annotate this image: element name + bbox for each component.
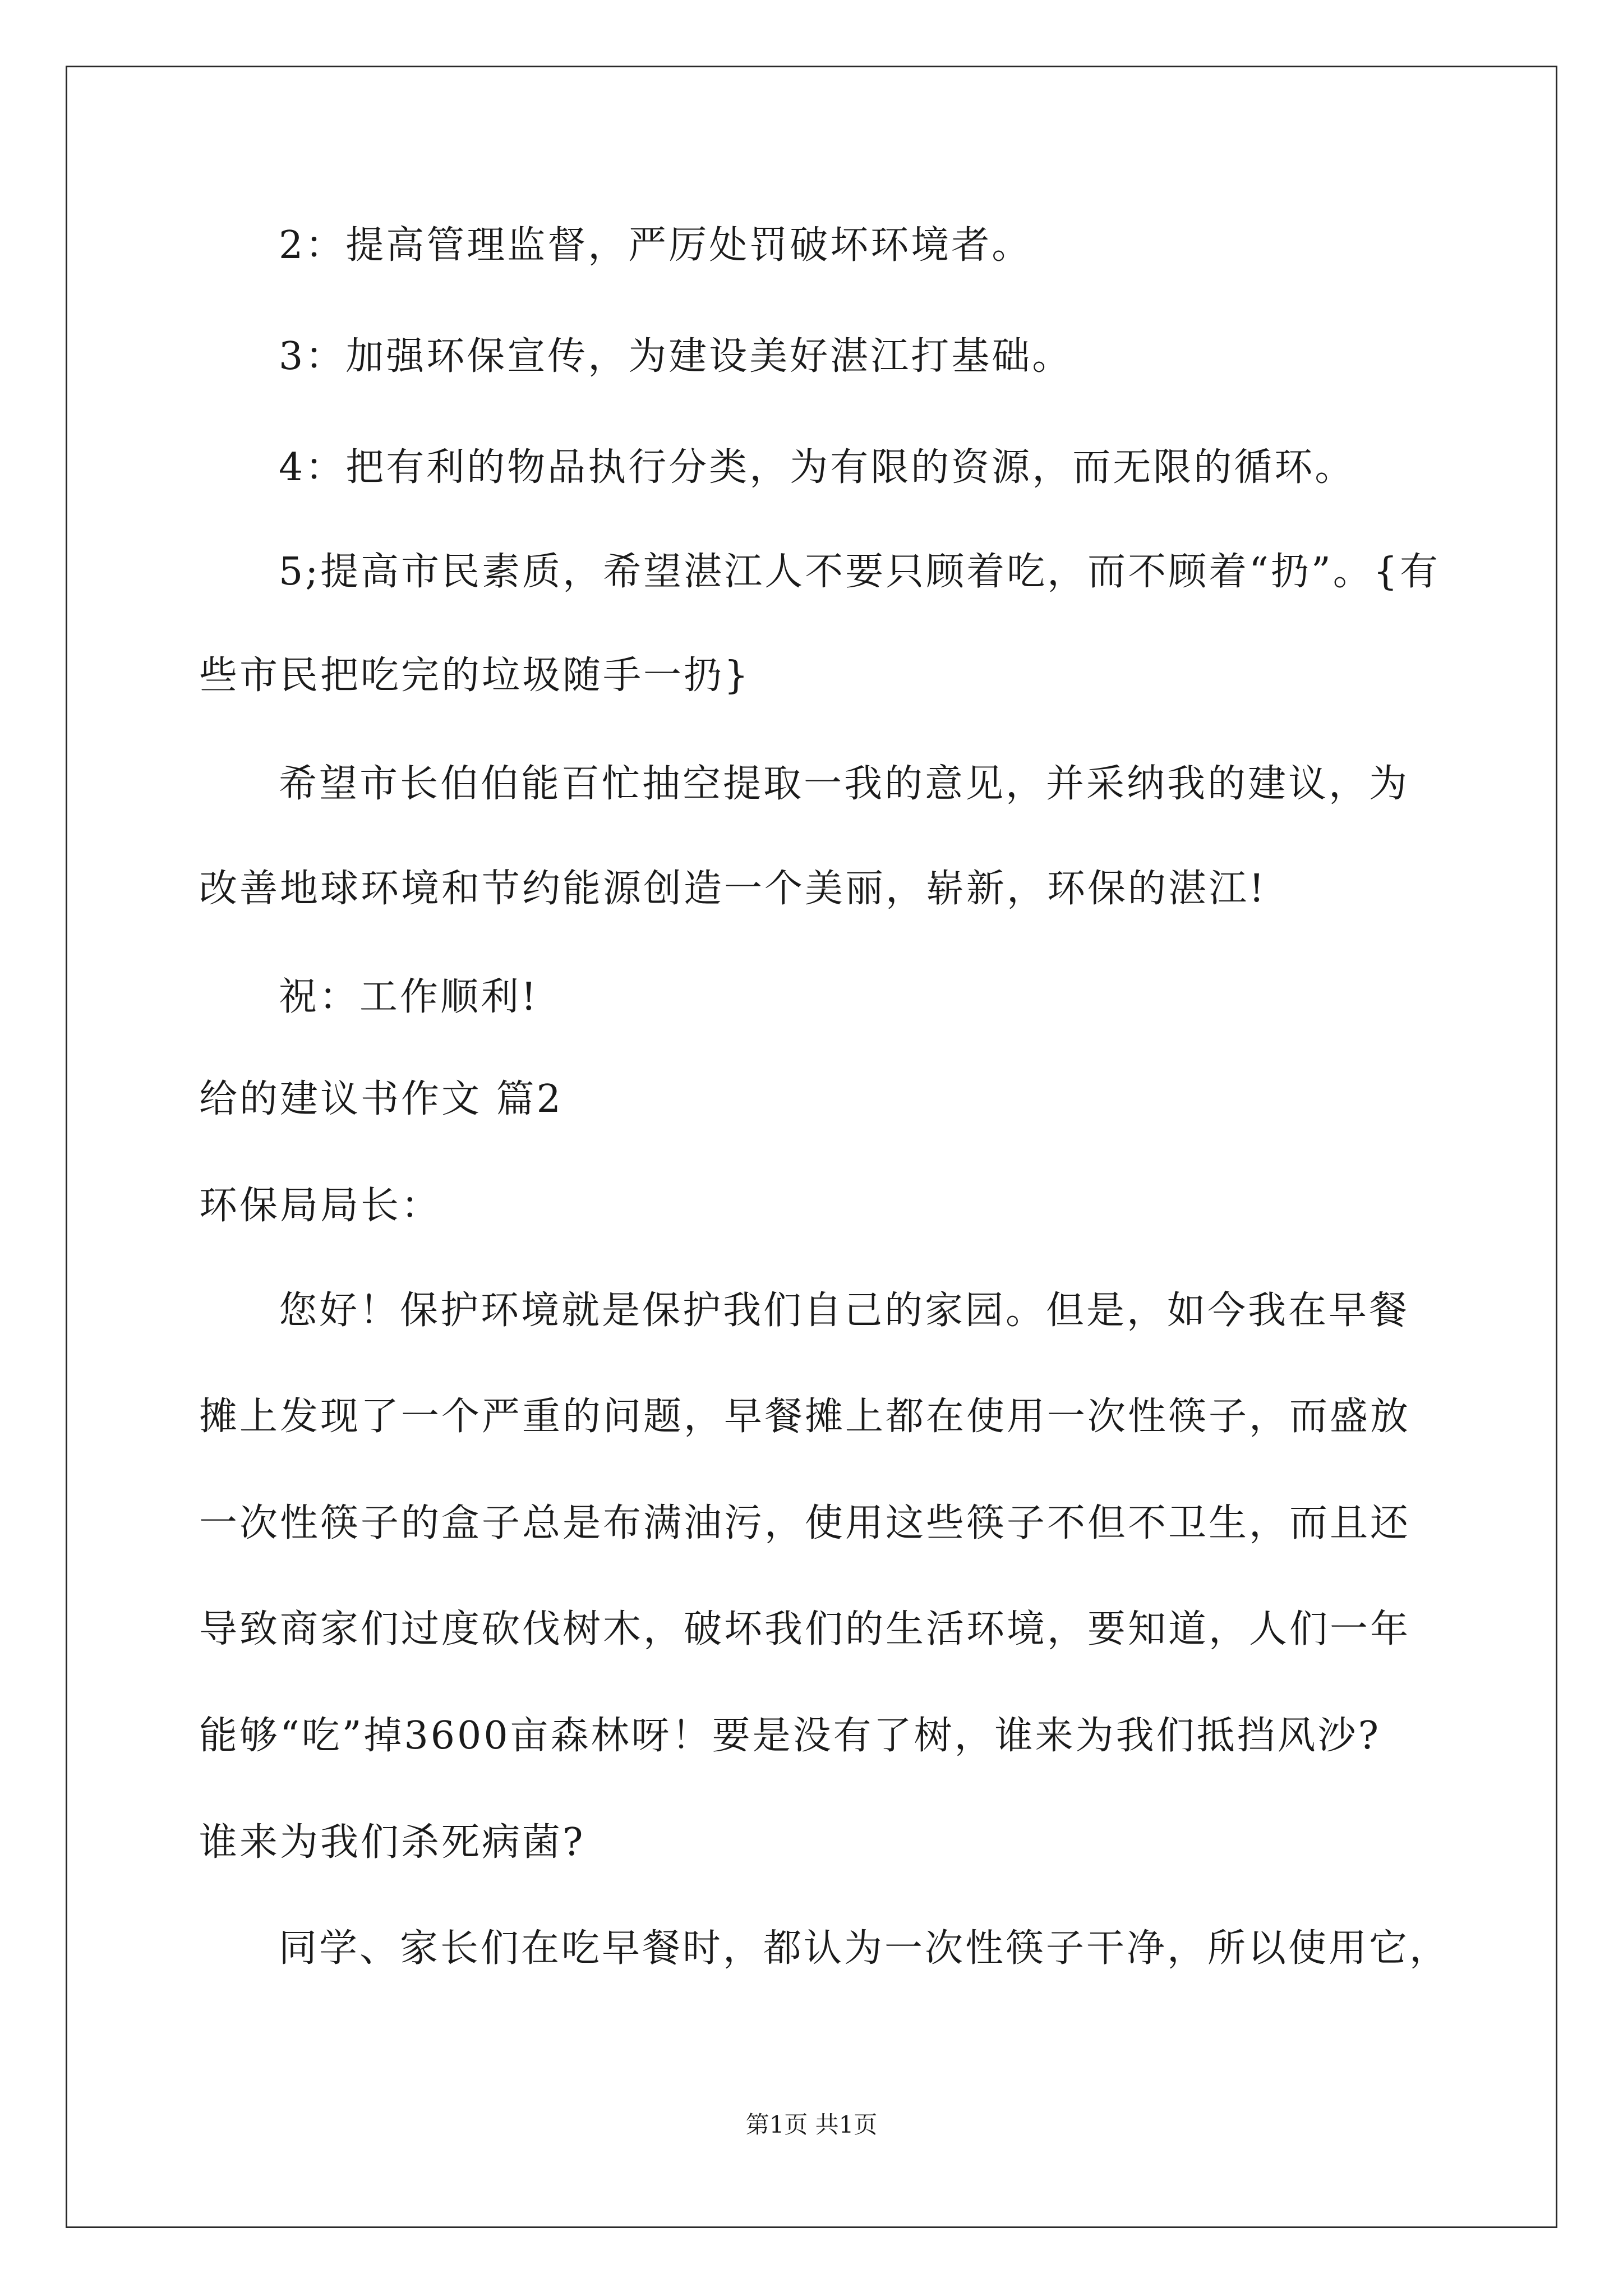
text-line: 希望市长伯伯能百忙抽空提取一我的意见，并采纳我的建议，为 (279, 762, 1410, 806)
section-heading: 给的建议书作文 篇2 (199, 1077, 563, 1121)
text-line: 能够“吃”掉3600亩森林呀！要是没有了树，谁来为我们抵挡风沙? (199, 1714, 1381, 1758)
page-border (66, 66, 1557, 2228)
text-line: 改善地球环境和节约能源创造一个美丽，崭新，环保的湛江! (199, 867, 1267, 911)
text-line: 同学、家长们在吃早餐时，都认为一次性筷子干净，所以使用它， (279, 1926, 1450, 1971)
text-line: 谁来为我们杀死病菌? (199, 1820, 585, 1865)
text-line: 2：提高管理监督，严厉处罚破坏环境者。 (279, 223, 1032, 268)
text-line: 祝：工作顺利! (279, 975, 539, 1019)
text-line: 您好！保护环境就是保护我们自己的家园。但是，如今我在早餐 (279, 1289, 1410, 1333)
text-line: 些市民把吃完的垃圾随手一扔} (199, 654, 751, 698)
text-line: 5;提高市民素质，希望湛江人不要只顾着吃，而不顾着“扔”。{有 (279, 550, 1440, 594)
text-line: 4：把有利的物品执行分类，为有限的资源，而无限的循环。 (279, 445, 1355, 490)
text-line: 3：加强环保宣传，为建设美好湛江打基础。 (279, 334, 1073, 379)
text-line: 一次性筷子的盒子总是布满油污，使用这些筷子不但不卫生，而且还 (199, 1501, 1411, 1545)
text-line: 摊上发现了一个严重的问题，早餐摊上都在使用一次性筷子，而盛放 (199, 1395, 1411, 1439)
text-line: 导致商家们过度砍伐树木，破坏我们的生活环境，要知道，人们一年 (199, 1607, 1411, 1651)
salutation: 环保局局长： (199, 1184, 442, 1228)
page-footer: 第1页 共1页 (745, 2111, 878, 2138)
